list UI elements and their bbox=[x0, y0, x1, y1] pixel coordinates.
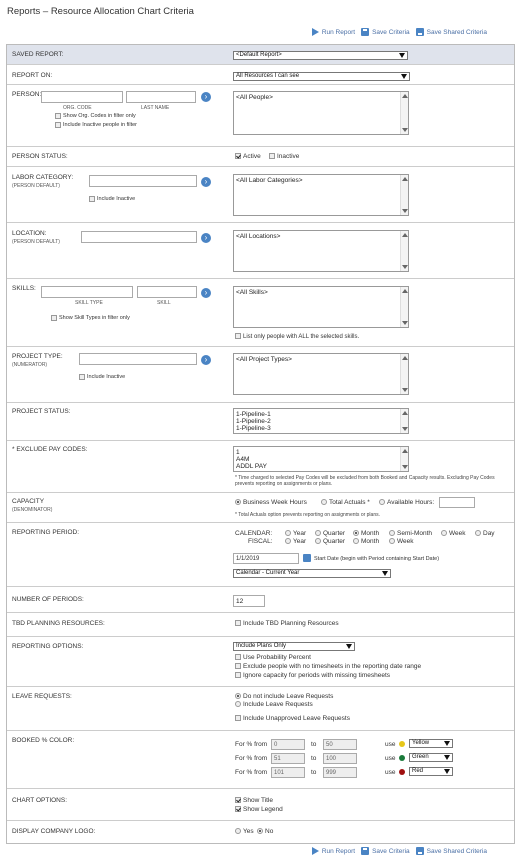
business-week-hours-option[interactable]: Business Week Hours bbox=[235, 499, 307, 507]
calendar-quarter-option[interactable]: Quarter bbox=[315, 530, 345, 538]
reporting-period-row bbox=[7, 523, 514, 587]
tbd-label: TBD PLANNING RESOURCES: bbox=[12, 620, 105, 627]
labor-include-inactive-checkbox[interactable] bbox=[89, 196, 95, 202]
show-skill-types-option[interactable]: Show Skill Types in filter only bbox=[51, 314, 130, 322]
project-type-input[interactable] bbox=[79, 353, 197, 365]
business-week-hours-radio[interactable] bbox=[235, 499, 241, 505]
project-type-include-inactive-option[interactable]: Include Inactive bbox=[79, 373, 125, 381]
reporting-period-label: REPORTING PERIOD: bbox=[12, 529, 80, 536]
chevron-down-icon bbox=[382, 571, 388, 576]
list-item[interactable]: <All Skills> bbox=[236, 289, 268, 296]
start-date-note: Start Date (begin with Period containing Start Date) bbox=[314, 556, 440, 562]
save-icon bbox=[361, 847, 369, 855]
chevron-down-icon bbox=[399, 53, 405, 58]
radio[interactable] bbox=[285, 538, 291, 544]
probability-checkbox[interactable] bbox=[235, 654, 241, 660]
to-input[interactable]: 100 bbox=[323, 753, 357, 764]
all-skills-option[interactable]: List only people with ALL the selected skills. bbox=[235, 333, 359, 341]
show-legend-option[interactable]: Show Legend bbox=[235, 806, 283, 814]
for-from-label: For % from bbox=[235, 769, 268, 776]
list-item[interactable]: <All Locations> bbox=[236, 233, 281, 240]
save-criteria-button[interactable]: Save Criteria bbox=[361, 847, 410, 855]
calendar-label: CALENDAR: bbox=[235, 530, 273, 537]
run-report-button[interactable]: Run Report bbox=[312, 847, 355, 855]
for-from-label: For % from bbox=[235, 741, 268, 748]
fiscal-quarter-option[interactable]: Quarter bbox=[315, 538, 345, 546]
all-skills-checkbox[interactable] bbox=[235, 333, 241, 339]
calendar-semi-month-option[interactable]: Semi-Month bbox=[389, 530, 432, 538]
start-date-input[interactable]: 1/1/2019 bbox=[233, 553, 299, 564]
radio[interactable] bbox=[285, 530, 291, 536]
labor-category-list[interactable] bbox=[233, 174, 409, 216]
reporting-options-select[interactable]: Include Plans Only bbox=[233, 642, 355, 651]
report-on-label: REPORT ON: bbox=[12, 72, 53, 79]
capacity-row bbox=[7, 493, 514, 523]
no-leave-option[interactable]: Do not include Leave Requests bbox=[235, 693, 333, 701]
exclude-pay-codes-list[interactable] bbox=[233, 446, 409, 472]
person-search-button[interactable]: › bbox=[201, 92, 211, 102]
to-input[interactable]: 50 bbox=[323, 739, 357, 750]
labor-category-input[interactable] bbox=[89, 175, 197, 187]
include-tbd-checkbox[interactable] bbox=[235, 620, 241, 626]
chevron-down-icon bbox=[346, 644, 352, 649]
location-input[interactable] bbox=[81, 231, 197, 243]
scrollbar[interactable] bbox=[400, 354, 408, 394]
list-item[interactable]: <All People> bbox=[236, 94, 273, 101]
active-option[interactable]: Active bbox=[235, 153, 261, 161]
ignore-capacity-option[interactable]: Ignore capacity for periods with missing timesheets bbox=[235, 672, 390, 680]
company-logo-label: DISPLAY COMPANY LOGO: bbox=[12, 828, 96, 835]
red-color-swatch bbox=[399, 769, 405, 775]
list-item[interactable]: A4M bbox=[236, 456, 250, 463]
project-type-label: PROJECT TYPE: (NUMERATOR) bbox=[12, 353, 63, 368]
chart-options-row bbox=[7, 789, 514, 821]
criteria-form bbox=[6, 44, 515, 844]
list-item[interactable]: <All Labor Categories> bbox=[236, 177, 303, 184]
person-row bbox=[7, 85, 514, 147]
available-hours-input[interactable] bbox=[439, 497, 475, 508]
from-input[interactable]: 51 bbox=[271, 753, 305, 764]
save-shared-criteria-button[interactable]: Save Shared Criteria bbox=[416, 847, 487, 855]
save-icon bbox=[361, 28, 369, 36]
capacity-note: * Total Actuals option prevents reporting on assignments or plans. bbox=[235, 512, 380, 518]
report-on-select[interactable]: All Resources I can see bbox=[233, 72, 410, 81]
location-label: LOCATION: (PERSON DEFAULT) bbox=[12, 230, 60, 245]
calendar-week-option[interactable]: Week bbox=[441, 530, 466, 538]
skill-caption: SKILL bbox=[157, 300, 171, 306]
location-row bbox=[7, 223, 514, 279]
exclude-no-timesheets-option[interactable]: Exclude people with no timesheets in the reporting date range bbox=[235, 663, 421, 671]
play-icon bbox=[312, 847, 319, 855]
org-code-input[interactable] bbox=[41, 91, 123, 103]
from-input[interactable]: 0 bbox=[271, 739, 305, 750]
for-from-label: For % from bbox=[235, 755, 268, 762]
unapproved-leave-checkbox[interactable] bbox=[235, 715, 241, 721]
include-leave-option[interactable]: Include Leave Requests bbox=[235, 701, 313, 709]
capacity-label: CAPACITY (DENOMINATOR) bbox=[12, 498, 53, 513]
list-item[interactable]: 1 bbox=[236, 449, 240, 456]
exclude-pay-codes-note: * Time charged to selected Pay Codes will be excluded from both Booked and Capacity results. Excluding Pay Codes prevents reporting on assignments or plans. bbox=[235, 475, 495, 487]
exclude-no-timesheets-checkbox[interactable] bbox=[235, 663, 241, 669]
include-leave-radio[interactable] bbox=[235, 701, 241, 707]
list-item[interactable]: 1-Pipeline-2 bbox=[236, 418, 271, 425]
fiscal-label: FISCAL: bbox=[248, 538, 273, 545]
skill-type-input[interactable] bbox=[41, 286, 133, 298]
radio[interactable] bbox=[475, 530, 481, 536]
scrollbar[interactable] bbox=[400, 409, 408, 433]
ignore-capacity-checkbox[interactable] bbox=[235, 672, 241, 678]
run-report-button[interactable]: Run Report bbox=[312, 28, 355, 36]
radio[interactable] bbox=[315, 538, 321, 544]
play-icon bbox=[312, 28, 319, 36]
use-label: use bbox=[385, 741, 396, 748]
save-shared-icon bbox=[416, 28, 424, 36]
available-hours-radio[interactable] bbox=[379, 499, 385, 505]
show-title-option[interactable]: Show Title bbox=[235, 797, 273, 805]
use-label: use bbox=[385, 755, 396, 762]
radio[interactable] bbox=[389, 538, 395, 544]
scrollbar[interactable] bbox=[400, 287, 408, 327]
leave-requests-label: LEAVE REQUESTS: bbox=[12, 693, 72, 700]
project-type-search-button[interactable]: › bbox=[201, 355, 211, 365]
skill-type-caption: SKILL TYPE bbox=[75, 300, 103, 306]
org-code-caption: ORG. CODE bbox=[63, 105, 92, 111]
labor-include-inactive-option[interactable]: Include Inactive bbox=[89, 195, 135, 203]
booked-color-row bbox=[7, 731, 514, 789]
report-on-row bbox=[7, 65, 514, 85]
yellow-color-swatch bbox=[399, 741, 405, 747]
chevron-down-icon bbox=[444, 755, 450, 760]
include-inactive-people-checkbox[interactable] bbox=[55, 122, 61, 128]
unapproved-leave-option[interactable]: Include Unapproved Leave Requests bbox=[235, 715, 350, 723]
project-type-row bbox=[7, 347, 514, 403]
last-name-caption: LAST NAME bbox=[141, 105, 170, 111]
skill-input[interactable] bbox=[137, 286, 197, 298]
inactive-checkbox[interactable] bbox=[269, 153, 275, 159]
chevron-down-icon bbox=[444, 741, 450, 746]
radio[interactable] bbox=[441, 530, 447, 536]
chevron-down-icon bbox=[401, 74, 407, 79]
logo-yes-radio[interactable] bbox=[235, 828, 241, 834]
radio[interactable] bbox=[353, 530, 359, 536]
exclude-pay-codes-label: * EXCLUDE PAY CODES: bbox=[12, 446, 88, 453]
calendar-icon[interactable] bbox=[303, 554, 311, 562]
list-item[interactable]: 1-Pipeline-3 bbox=[236, 425, 271, 432]
reporting-options-label: REPORTING OPTIONS: bbox=[12, 643, 84, 650]
show-org-codes-checkbox[interactable] bbox=[55, 113, 61, 119]
chevron-down-icon bbox=[444, 769, 450, 774]
no-leave-radio[interactable] bbox=[235, 693, 241, 699]
save-shared-icon bbox=[416, 847, 424, 855]
booked-color-label: BOOKED % COLOR: bbox=[12, 737, 75, 744]
radio[interactable] bbox=[315, 530, 321, 536]
reporting-options-row bbox=[7, 637, 514, 687]
to-label: to bbox=[311, 755, 317, 762]
number-of-periods-row bbox=[7, 587, 514, 613]
color-select[interactable]: Red bbox=[409, 767, 453, 776]
calendar-month-option[interactable]: Month bbox=[353, 530, 379, 538]
person-status-row bbox=[7, 147, 514, 167]
show-title-checkbox[interactable] bbox=[235, 797, 241, 803]
fiscal-week-option[interactable]: Week bbox=[389, 538, 414, 546]
include-inactive-people-option[interactable]: Include Inactive people in filter bbox=[55, 121, 137, 129]
save-shared-criteria-button[interactable]: Save Shared Criteria bbox=[416, 28, 487, 36]
skills-search-button[interactable]: › bbox=[201, 288, 211, 298]
save-criteria-button[interactable]: Save Criteria bbox=[361, 28, 410, 36]
scrollbar[interactable] bbox=[400, 175, 408, 215]
from-input[interactable]: 101 bbox=[271, 767, 305, 778]
person-status-label: PERSON STATUS: bbox=[12, 153, 68, 160]
skills-label: SKILLS: bbox=[12, 285, 36, 292]
labor-category-label: LABOR CATEGORY: (PERSON DEFAULT) bbox=[12, 174, 74, 189]
total-actuals-option[interactable]: Total Actuals * bbox=[321, 499, 370, 507]
scrollbar[interactable] bbox=[400, 447, 408, 471]
show-skill-types-checkbox[interactable] bbox=[51, 315, 57, 321]
to-label: to bbox=[311, 741, 317, 748]
total-actuals-radio[interactable] bbox=[321, 499, 327, 505]
location-search-button[interactable]: › bbox=[201, 233, 211, 243]
location-list[interactable] bbox=[233, 230, 409, 272]
saved-report-label: SAVED REPORT: bbox=[12, 51, 64, 58]
active-checkbox[interactable] bbox=[235, 153, 241, 159]
radio[interactable] bbox=[353, 538, 359, 544]
fiscal-year-option[interactable]: Year bbox=[285, 538, 306, 546]
to-label: to bbox=[311, 769, 317, 776]
scrollbar[interactable] bbox=[400, 231, 408, 271]
page-title: Reports – Resource Allocation Chart Criteria bbox=[7, 6, 194, 17]
last-name-input[interactable] bbox=[126, 91, 196, 103]
skills-row bbox=[7, 279, 514, 347]
person-list[interactable] bbox=[233, 91, 409, 135]
radio[interactable] bbox=[389, 530, 395, 536]
project-type-include-inactive-checkbox[interactable] bbox=[79, 374, 85, 380]
probability-option[interactable]: Use Probability Percent bbox=[235, 654, 311, 662]
project-status-row bbox=[7, 403, 514, 441]
list-item[interactable]: 1-Pipeline-1 bbox=[236, 411, 271, 418]
tbd-row bbox=[7, 613, 514, 637]
labor-category-search-button[interactable]: › bbox=[201, 177, 211, 187]
color-select[interactable]: Green bbox=[409, 753, 453, 762]
saved-report-row bbox=[7, 45, 514, 65]
use-label: use bbox=[385, 769, 396, 776]
logo-no-option[interactable]: No bbox=[257, 828, 273, 836]
skills-list[interactable] bbox=[233, 286, 409, 328]
chart-options-label: CHART OPTIONS: bbox=[12, 797, 68, 804]
leave-requests-row bbox=[7, 687, 514, 731]
number-of-periods-input[interactable]: 12 bbox=[233, 595, 265, 607]
inactive-option[interactable]: Inactive bbox=[269, 153, 299, 161]
exclude-pay-codes-row bbox=[7, 441, 514, 493]
calendar-year-option[interactable]: Year bbox=[285, 530, 306, 538]
show-org-codes-option[interactable]: Show Org. Codes in filter only bbox=[55, 112, 136, 120]
calendar-day-option[interactable]: Day bbox=[475, 530, 495, 538]
top-actions bbox=[312, 28, 487, 36]
show-legend-checkbox[interactable] bbox=[235, 806, 241, 812]
to-input[interactable]: 999 bbox=[323, 767, 357, 778]
bottom-actions bbox=[312, 847, 487, 855]
logo-yes-option[interactable]: Yes bbox=[235, 828, 254, 836]
green-color-swatch bbox=[399, 755, 405, 761]
list-item[interactable]: ADDL PAY bbox=[236, 463, 267, 470]
person-label: PERSON: bbox=[12, 91, 42, 98]
project-type-list[interactable] bbox=[233, 353, 409, 395]
logo-no-radio[interactable] bbox=[257, 828, 263, 834]
company-logo-row bbox=[7, 821, 514, 843]
list-item[interactable]: <All Project Types> bbox=[236, 356, 292, 363]
project-status-label: PROJECT STATUS: bbox=[12, 408, 71, 415]
scrollbar[interactable] bbox=[400, 92, 408, 134]
fiscal-month-option[interactable]: Month bbox=[353, 538, 379, 546]
period-select[interactable]: Calendar - Current Year bbox=[233, 569, 391, 578]
include-tbd-option[interactable]: Include TBD Planning Resources bbox=[235, 620, 339, 628]
color-select[interactable]: Yellow bbox=[409, 739, 453, 748]
project-status-list[interactable] bbox=[233, 408, 409, 434]
saved-report-select[interactable]: <Default Report> bbox=[233, 51, 408, 60]
labor-category-row bbox=[7, 167, 514, 223]
number-of-periods-label: NUMBER OF PERIODS: bbox=[12, 596, 84, 603]
available-hours-option[interactable]: Available Hours: bbox=[379, 499, 434, 507]
